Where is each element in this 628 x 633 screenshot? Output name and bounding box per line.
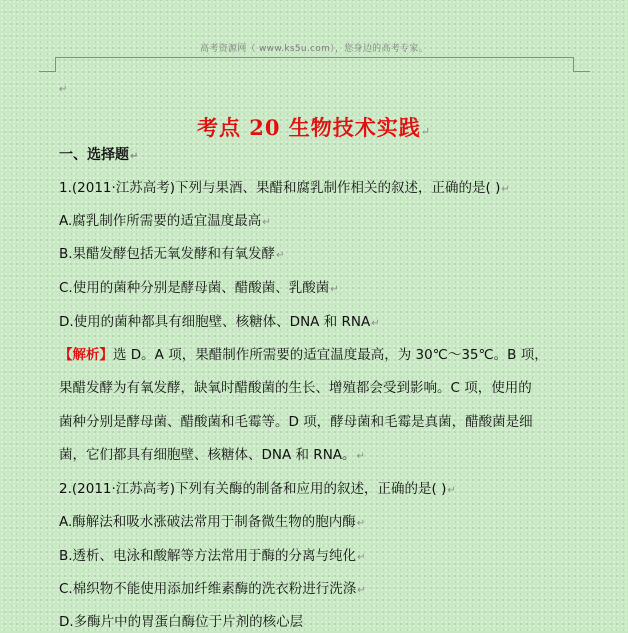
question-2-option-c [59,580,366,600]
q1-stem-text: 1.(2011·江苏高考)下列与果酒、果醋和腐乳制作相关的叙述，正确的是( ) [59,180,501,196]
q2-option-b-text: B.透析、电泳和酸解等方法常用于酶的分离与纯化 [59,548,357,564]
q1-option-b-text: B.果醋发酵包括无氧发酵和有氧发酵 [59,246,276,262]
question-2-option-d [59,613,303,631]
section-text: 一、选择题 [59,147,129,163]
paragraph-mark: ↵ [357,585,366,596]
question-1-analysis-line-1 [59,346,548,364]
title-text: 考点 20 生物技术实践 [196,115,421,140]
document-title [0,112,628,142]
q1-option-c-text: C.使用的菌种分别是酵母菌、醋酸菌、乳酸菌 [59,280,330,296]
q2-option-d-text: D.多酶片中的胃蛋白酶位于片剂的核心层 [59,614,304,630]
paragraph-mark: ↵ [420,125,432,138]
question-1-option-d [59,313,380,333]
question-2-option-b [59,547,365,567]
empty-paragraph-mark: ↵ [59,84,68,95]
analysis-text: 菌，它们都具有细胞壁、核糖体、DNA 和 RNA。 [59,447,356,463]
question-2-stem [59,480,456,500]
q1-option-a-text: A.腐乳制作所需要的适宜温度最高 [59,213,262,229]
paragraph-mark: ↵ [356,518,366,529]
section-heading [59,146,138,166]
question-1-analysis-line-4 [59,446,365,466]
question-1-analysis-line-3 [59,413,533,431]
paragraph-mark: ↵ [501,184,510,195]
paragraph-mark: ↵ [447,485,456,496]
paragraph-mark: ↵ [330,284,339,295]
paragraph-mark: ↵ [262,217,271,228]
q2-option-c-text: C.棉织物不能使用添加纤维素酶的洗衣粉进行洗涤 [59,581,357,597]
paragraph-mark: ↵ [371,318,380,329]
paragraph-mark: ↵ [276,250,285,261]
q2-option-a-text: A.酶解法和吸水涨破法常用于制备微生物的胞内酶 [59,514,356,530]
question-1-stem [59,179,510,199]
paragraph-mark: ↵ [130,151,139,162]
crop-mark-right [573,57,590,72]
analysis-tag: 【解析】 [59,347,113,363]
question-1-option-c [59,279,339,299]
paragraph-mark: ↵ [356,451,365,462]
question-1-analysis-line-2 [59,379,532,397]
header-source-text: 高考资源网（ www.ks5u.com），您身边的高考专家。 [200,44,428,54]
analysis-text: 菌种分别是酵母菌、醋酸菌和毛霉等。D 项，酵母菌和毛霉是真菌，醋酸菌是细 [59,414,533,430]
analysis-text: 果醋发酵为有氧发酵，缺氧时醋酸菌的生长、增殖都会受到影响。C 项，使用的 [59,380,532,396]
question-2-option-a [59,513,365,533]
analysis-text: 选 D。A 项，果醋制作所需要的适宜温度最高，为 30℃～35℃。B 项， [113,347,548,363]
crop-mark-left [39,57,56,72]
paragraph-mark: ↵ [357,552,366,563]
question-1-option-b [59,245,284,265]
q2-stem-text: 2.(2011·江苏高考)下列有关酶的制备和应用的叙述，正确的是( ) [59,481,447,497]
question-1-option-a [59,212,271,232]
header-rule [55,57,573,58]
q1-option-d-text: D.使用的菌种都具有细胞壁、核糖体、DNA 和 RNA [59,314,371,330]
